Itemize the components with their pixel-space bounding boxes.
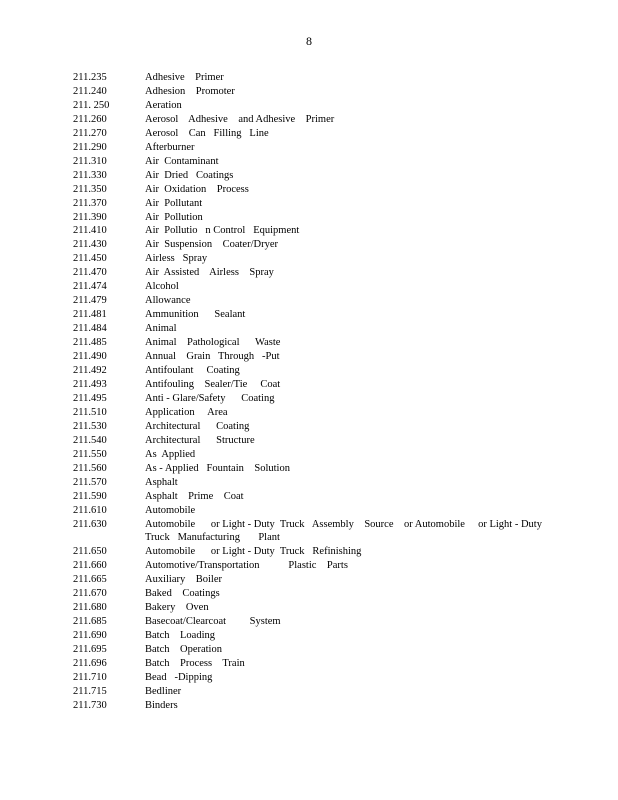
defined-term: Automobile or Light - Duty Truck Refinishing bbox=[145, 546, 362, 558]
list-item bbox=[73, 545, 573, 559]
defined-term: As - Applied Fountain Solution bbox=[145, 462, 290, 474]
defined-term: Ammunition Sealant bbox=[145, 309, 246, 321]
section-number: 211.495 bbox=[73, 392, 107, 404]
section-number: 211.240 bbox=[73, 85, 107, 97]
section-number: 211.330 bbox=[73, 169, 107, 181]
section-number: 211.450 bbox=[73, 253, 107, 265]
list-item bbox=[73, 113, 573, 127]
defined-term: Batch Loading bbox=[145, 630, 215, 642]
defined-term: Adhesive Primer bbox=[145, 72, 224, 83]
section-number: 211.590 bbox=[73, 490, 107, 502]
list-item bbox=[73, 85, 573, 99]
defined-term: Batch Process Train bbox=[145, 658, 245, 670]
list-item bbox=[73, 392, 573, 406]
defined-term: Aerosol Can Filling Line bbox=[145, 127, 269, 139]
defined-term: Antifoulant Coating bbox=[145, 365, 240, 377]
section-number: 211.696 bbox=[73, 658, 107, 670]
list-item bbox=[73, 322, 573, 336]
defined-term: Anti - Glare/Safety Coating bbox=[145, 392, 275, 404]
section-number: 211.680 bbox=[73, 602, 107, 614]
defined-term: Air Pollutant bbox=[145, 197, 203, 209]
list-item bbox=[73, 685, 573, 699]
section-number: 211.560 bbox=[73, 462, 107, 474]
section-number: 211.550 bbox=[73, 448, 107, 460]
defined-term: Asphalt Prime Coat bbox=[145, 490, 244, 502]
section-number: 211.235 bbox=[73, 72, 107, 83]
section-number: 211.290 bbox=[73, 141, 107, 153]
list-item bbox=[73, 252, 573, 266]
section-number: 211.492 bbox=[73, 365, 107, 377]
list-item bbox=[73, 266, 573, 280]
defined-term: Air Contaminant bbox=[145, 155, 219, 167]
defined-term: Auxiliary Boiler bbox=[145, 574, 222, 586]
list-item bbox=[73, 671, 573, 685]
list-item bbox=[73, 197, 573, 211]
list-item bbox=[73, 336, 573, 350]
section-number: 211.530 bbox=[73, 420, 107, 432]
list-item-continuation bbox=[73, 531, 573, 545]
section-number: 211.350 bbox=[73, 183, 107, 195]
defined-term: Batch Operation bbox=[145, 644, 222, 656]
list-item bbox=[73, 169, 573, 183]
list-item bbox=[73, 504, 573, 518]
list-item bbox=[73, 629, 573, 643]
defined-term: As Applied bbox=[145, 448, 196, 460]
list-item bbox=[73, 657, 573, 671]
defined-term: Automobile or Light - Duty Truck Assembly Source or Automobile or Light - Duty bbox=[145, 518, 542, 530]
section-number: 211. 250 bbox=[73, 99, 110, 111]
defined-term: Aeration bbox=[145, 99, 182, 111]
section-number: 211.370 bbox=[73, 197, 107, 209]
list-item bbox=[73, 518, 573, 532]
section-number: 211.695 bbox=[73, 644, 107, 656]
defined-term: Architectural Coating bbox=[145, 420, 250, 432]
list-item bbox=[73, 155, 573, 169]
section-number: 211.630 bbox=[73, 518, 107, 530]
list-item bbox=[73, 211, 573, 225]
defined-term-continuation: Truck Manufacturing Plant bbox=[145, 532, 280, 544]
section-number: 211.430 bbox=[73, 239, 107, 251]
section-number: 211.660 bbox=[73, 560, 107, 572]
defined-term: Animal Pathological Waste bbox=[145, 337, 281, 349]
defined-term: Asphalt bbox=[145, 476, 178, 488]
section-number: 211.484 bbox=[73, 323, 107, 335]
section-number: 211.474 bbox=[73, 281, 107, 293]
defined-term: Automotive/Transportation Plastic Parts bbox=[145, 560, 348, 572]
section-number: 211.710 bbox=[73, 671, 107, 683]
section-number: 211.310 bbox=[73, 155, 107, 167]
section-number: 211.390 bbox=[73, 211, 107, 223]
list-item bbox=[73, 378, 573, 392]
section-number: 211.510 bbox=[73, 406, 107, 418]
section-number: 211.470 bbox=[73, 267, 107, 279]
section-number: 211.485 bbox=[73, 337, 107, 349]
list-item bbox=[73, 643, 573, 657]
section-number: 211.650 bbox=[73, 546, 107, 558]
section-number: 211.570 bbox=[73, 476, 107, 488]
definitions-list bbox=[73, 71, 573, 713]
list-item bbox=[73, 99, 573, 113]
section-number: 211.670 bbox=[73, 588, 107, 600]
defined-term: Bedliner bbox=[145, 685, 182, 697]
section-number: 211.665 bbox=[73, 574, 107, 586]
defined-term: Alcohol bbox=[145, 281, 179, 293]
section-number: 211.481 bbox=[73, 309, 107, 321]
section-number: 211.715 bbox=[73, 685, 107, 697]
list-item bbox=[73, 183, 573, 197]
list-item bbox=[73, 127, 573, 141]
defined-term: Allowance bbox=[145, 295, 191, 307]
list-item bbox=[73, 615, 573, 629]
defined-term: Animal bbox=[145, 323, 177, 335]
defined-term: Air Assisted Airless Spray bbox=[145, 267, 274, 279]
list-item bbox=[73, 559, 573, 573]
list-item bbox=[73, 699, 573, 713]
list-item bbox=[73, 476, 573, 490]
defined-term: Bead -Dipping bbox=[145, 671, 213, 683]
defined-term: Application Area bbox=[145, 406, 228, 418]
defined-term: Air Pollutio n Control Equipment bbox=[145, 225, 300, 237]
section-number: 211.260 bbox=[73, 113, 107, 125]
list-item bbox=[73, 71, 573, 85]
list-item bbox=[73, 420, 573, 434]
defined-term: Airless Spray bbox=[145, 253, 208, 265]
section-number: 211.410 bbox=[73, 225, 107, 237]
defined-term: Afterburner bbox=[145, 141, 195, 153]
section-number: 211.490 bbox=[73, 351, 107, 363]
list-item bbox=[73, 406, 573, 420]
list-item bbox=[73, 490, 573, 504]
list-item bbox=[73, 350, 573, 364]
page-number: 8 bbox=[306, 34, 312, 48]
defined-term: Bakery Oven bbox=[145, 602, 209, 614]
list-item bbox=[73, 238, 573, 252]
defined-term: Air Dried Coatings bbox=[145, 169, 234, 181]
defined-term: Antifouling Sealer/Tie Coat bbox=[145, 378, 281, 390]
list-item bbox=[73, 294, 573, 308]
list-item bbox=[73, 448, 573, 462]
section-number: 211.690 bbox=[73, 630, 107, 642]
defined-term: Air Oxidation Process bbox=[145, 183, 249, 195]
defined-term: Automobile bbox=[145, 504, 196, 516]
list-item bbox=[73, 308, 573, 322]
defined-term: Air Pollution bbox=[145, 211, 203, 223]
list-item bbox=[73, 587, 573, 601]
defined-term: Aerosol Adhesive and Adhesive Primer bbox=[145, 113, 335, 125]
list-item bbox=[73, 364, 573, 378]
section-number: 211.610 bbox=[73, 504, 107, 516]
list-item bbox=[73, 601, 573, 615]
defined-term: Adhesion Promoter bbox=[145, 85, 235, 97]
section-number: 211.479 bbox=[73, 295, 107, 307]
list-item bbox=[73, 280, 573, 294]
defined-term: Architectural Structure bbox=[145, 434, 255, 446]
defined-term: Binders bbox=[145, 699, 178, 711]
section-number: 211.493 bbox=[73, 378, 107, 390]
list-item bbox=[73, 141, 573, 155]
section-number: 211.540 bbox=[73, 434, 107, 446]
list-item bbox=[73, 462, 573, 476]
defined-term: Baked Coatings bbox=[145, 588, 220, 600]
defined-term: Annual Grain Through -Put bbox=[145, 351, 280, 363]
defined-term: Air Suspension Coater/Dryer bbox=[145, 239, 278, 251]
list-item bbox=[73, 434, 573, 448]
defined-term: Basecoat/Clearcoat System bbox=[145, 616, 281, 628]
list-item bbox=[73, 573, 573, 587]
list-item bbox=[73, 224, 573, 238]
section-number: 211.270 bbox=[73, 127, 107, 139]
section-number: 211.685 bbox=[73, 616, 107, 628]
section-number: 211.730 bbox=[73, 699, 107, 711]
